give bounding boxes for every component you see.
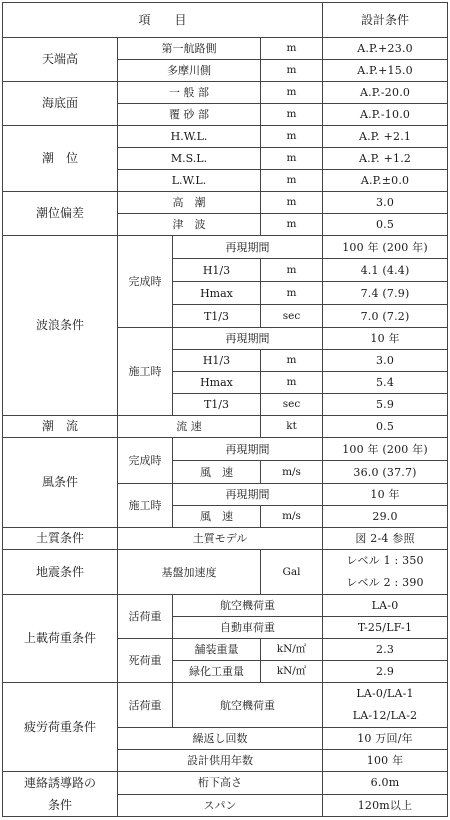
item-value: 29.0 <box>323 506 448 528</box>
taxiway-label-1: 連絡誘導路の <box>23 776 96 790</box>
item-name: 航空機荷重 <box>173 595 323 617</box>
item-value: A.P.±0.0 <box>323 170 448 192</box>
item-value: 3.0 <box>323 192 448 214</box>
category-seabed: 海底面 <box>3 82 118 126</box>
period-value: 100 年 (200 年) <box>323 236 448 259</box>
category-wind: 風条件 <box>3 438 118 528</box>
fatigue-aircraft-value-2: LA-12/LA-2 <box>352 709 418 722</box>
live-load-label: 活荷重 <box>118 595 173 639</box>
category-current: 潮 流 <box>3 416 118 438</box>
item-value: 図 2-4 参照 <box>323 528 448 550</box>
table-row <box>3 416 448 438</box>
table-row <box>3 772 448 795</box>
item-value: 36.0 (37.7) <box>323 461 448 484</box>
item-name: H1/3 <box>173 259 261 282</box>
item-value: 0.5 <box>323 214 448 236</box>
item-name: L.W.L. <box>118 170 261 192</box>
item-value <box>323 683 448 728</box>
period-label: 再現期間 <box>173 236 323 259</box>
item-name: 緑化工重量 <box>173 661 261 683</box>
item-value: 5.9 <box>323 394 448 416</box>
item-name: Hmax <box>173 282 261 305</box>
item-unit: m <box>261 148 323 170</box>
table-row <box>3 192 448 214</box>
item-unit: kt <box>261 416 323 438</box>
item-name: 流 速 <box>118 416 261 438</box>
item-unit: m <box>261 259 323 282</box>
item-value: 7.0 (7.2) <box>323 305 448 328</box>
period-label: 再現期間 <box>173 328 323 350</box>
table-row <box>3 438 448 461</box>
category-load: 上載荷重条件 <box>3 595 118 683</box>
table-row <box>3 595 448 617</box>
table-row <box>3 528 448 550</box>
item-unit: m <box>261 82 323 104</box>
item-value: 6.0m <box>323 772 448 795</box>
item-value: 10 万回/年 <box>323 728 448 750</box>
category-soil: 土質条件 <box>3 528 118 550</box>
period-label: 再現期間 <box>173 438 323 461</box>
item-name: T1/3 <box>173 305 261 328</box>
item-name: 一 般 部 <box>118 82 261 104</box>
item-value: 120m以上 <box>323 794 448 817</box>
item-name: 覆 砂 部 <box>118 104 261 126</box>
seismic-level-1: レベル 1 : 350 <box>346 554 424 567</box>
item-value: A.P. +1.2 <box>323 148 448 170</box>
item-unit: m/s <box>261 461 323 484</box>
item-name: 繰返し回数 <box>118 728 323 750</box>
header-row <box>3 3 448 38</box>
header-condition: 設計条件 <box>323 3 448 38</box>
item-value: 2.9 <box>323 661 448 683</box>
item-name: 自動車荷重 <box>173 617 323 639</box>
table-row <box>3 236 448 259</box>
item-value: 7.4 (7.9) <box>323 282 448 305</box>
fatigue-live-label: 活荷重 <box>118 683 173 728</box>
item-name: 風 速 <box>173 506 261 528</box>
item-name: H1/3 <box>173 350 261 372</box>
period-value: 10 年 <box>323 484 448 506</box>
seismic-level-2: レベル 2 : 390 <box>346 576 424 589</box>
item-value: 3.0 <box>323 350 448 372</box>
item-name: 多摩川側 <box>118 60 261 82</box>
item-unit: m <box>261 214 323 236</box>
period-label: 再現期間 <box>173 484 323 506</box>
category-tide-deviation: 潮位偏差 <box>3 192 118 236</box>
item-value: 5.4 <box>323 372 448 394</box>
item-unit: Gal <box>261 550 323 595</box>
waves-construction-label: 施工時 <box>118 328 173 416</box>
category-crown: 天端高 <box>3 38 118 82</box>
period-value: 10 年 <box>323 328 448 350</box>
item-name: 航空機荷重 <box>173 683 323 728</box>
item-name: 舗装重量 <box>173 639 261 661</box>
item-unit: m <box>261 126 323 148</box>
header-item: 項 目 <box>3 3 323 38</box>
item-unit: kN/㎡ <box>261 661 323 683</box>
item-value: A.P.-10.0 <box>323 104 448 126</box>
item-unit: m <box>261 38 323 60</box>
item-name: 基盤加速度 <box>118 550 261 595</box>
item-value: 100 年 <box>323 750 448 772</box>
item-name: 風 速 <box>173 461 261 484</box>
item-unit: m <box>261 192 323 214</box>
item-value: A.P. +2.1 <box>323 126 448 148</box>
item-name: 第一航路側 <box>118 38 261 60</box>
design-conditions-table <box>2 2 448 817</box>
item-value: A.P.-20.0 <box>323 82 448 104</box>
dead-load-label: 死荷重 <box>118 639 173 683</box>
item-value: T-25/LF-1 <box>323 617 448 639</box>
fatigue-aircraft-value-1: LA-0/LA-1 <box>356 687 414 700</box>
table-row <box>3 126 448 148</box>
item-unit: sec <box>261 394 323 416</box>
item-unit: m <box>261 104 323 126</box>
item-name: M.S.L. <box>118 148 261 170</box>
category-taxiway <box>3 772 118 817</box>
table-row <box>3 683 448 728</box>
item-unit: m <box>261 372 323 394</box>
waves-completed-label: 完成時 <box>118 236 173 328</box>
taxiway-label-2: 条件 <box>47 798 72 812</box>
item-unit: m <box>261 170 323 192</box>
item-name: 津 波 <box>118 214 261 236</box>
item-value: A.P.+23.0 <box>323 38 448 60</box>
item-name: H.W.L. <box>118 126 261 148</box>
item-value: 4.1 (4.4) <box>323 259 448 282</box>
item-name: Hmax <box>173 372 261 394</box>
item-unit: kN/㎡ <box>261 639 323 661</box>
item-value <box>323 550 448 595</box>
item-unit: m <box>261 60 323 82</box>
item-name: 桁下高さ <box>118 772 323 795</box>
table-row <box>3 82 448 104</box>
period-value: 100 年 (200 年) <box>323 438 448 461</box>
item-name: T1/3 <box>173 394 261 416</box>
item-value: LA-0 <box>323 595 448 617</box>
item-value: 0.5 <box>323 416 448 438</box>
item-name: 設計供用年数 <box>118 750 323 772</box>
category-fatigue: 疲労荷重条件 <box>3 683 118 772</box>
item-name: スパン <box>118 794 323 817</box>
category-tide: 潮 位 <box>3 126 118 192</box>
table-row <box>3 38 448 60</box>
wind-construction-label: 施工時 <box>118 484 173 528</box>
item-value: A.P.+15.0 <box>323 60 448 82</box>
item-unit: sec <box>261 305 323 328</box>
table-row <box>3 550 448 595</box>
item-name: 土質モデル <box>118 528 323 550</box>
item-unit: m <box>261 282 323 305</box>
item-unit: m <box>261 350 323 372</box>
wind-completed-label: 完成時 <box>118 438 173 484</box>
item-value: 2.3 <box>323 639 448 661</box>
category-seismic: 地震条件 <box>3 550 118 595</box>
item-name: 高 潮 <box>118 192 261 214</box>
category-waves: 波浪条件 <box>3 236 118 416</box>
item-unit: m/s <box>261 506 323 528</box>
